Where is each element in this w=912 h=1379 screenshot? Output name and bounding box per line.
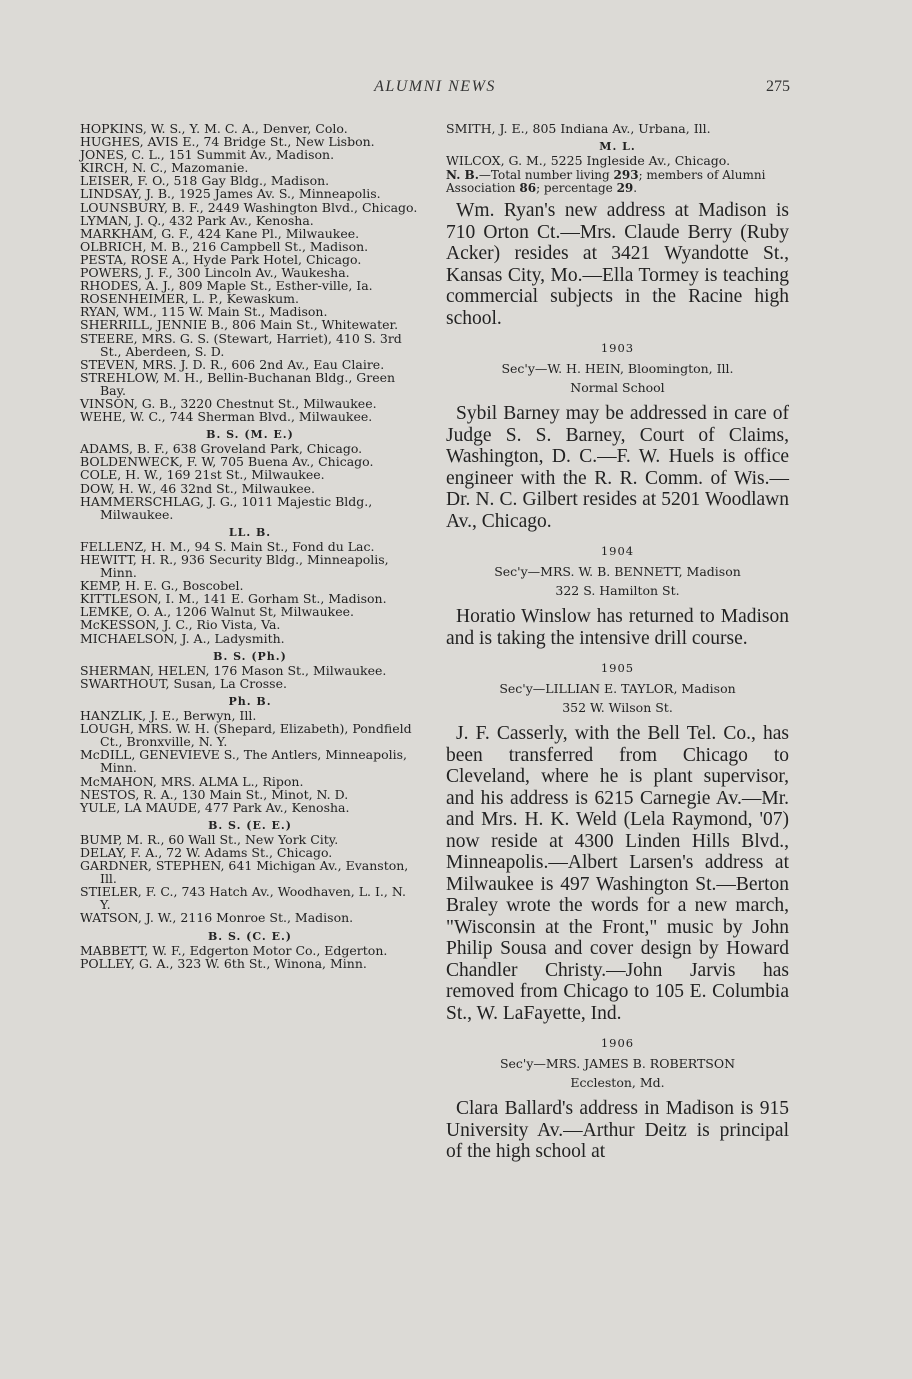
- note-text-1: —Total number living: [478, 168, 614, 183]
- alumni-entry: ROSENHEIMER, L. P., Kewaskum.: [80, 291, 299, 307]
- alumni-entry: HAMMERSCHLAG, J. G., 1011 Majestic Bldg., Milwaukee.: [80, 493, 373, 522]
- note-text-4: .: [633, 180, 638, 195]
- note-text-3: ; percentage: [536, 180, 617, 195]
- alumni-entry: MABBETT, W. F., Edgerton Motor Co., Edgerton.: [80, 942, 388, 958]
- alumni-entry: LEMKE, O. A., 1206 Walnut St, Milwaukee.: [80, 604, 355, 620]
- news-paragraph-1906: Clara Ballard's address in Madison is 915 University Av.—Arthur Deitz is principal of the high school at: [446, 1098, 789, 1163]
- living-count: 293: [613, 168, 639, 183]
- alumni-entry: MARKHAM, G. F., 424 Kane Pl., Milwaukee.: [80, 225, 360, 241]
- alumni-entry: STIELER, F. C., 743 Hatch Av., Woodhaven, L. I., N. Y.: [80, 884, 406, 913]
- class-year-1905: 1905: [600, 661, 635, 676]
- class-statistics-note: [446, 169, 789, 194]
- news-paragraph-ryan: Wm. Ryan's new address at Madison is 710 Orton Ct.—Mrs. Claude Berry (Ruby Acker) resides at 3421 Wyandotte St., Kansas City, Mo.—Ella Tormey is teaching commercial subjects in the Racine high school.: [446, 200, 789, 329]
- alumni-entry: DOW, H. W., 46 32nd St., Milwaukee.: [80, 480, 315, 496]
- note-label: N. B.: [446, 168, 479, 183]
- alumni-entry: PESTA, ROSE A., Hyde Park Hotel, Chicago.: [80, 251, 362, 267]
- class-news-column: [446, 122, 789, 1163]
- secretary-1905: Sec'y—LILLIAN E. TAYLOR, Madison: [499, 681, 736, 697]
- alumni-entry: LEISER, F. O., 518 Gay Bldg., Madison.: [80, 173, 330, 189]
- alumni-entry: MICHAELSON, J. A., Ladysmith.: [80, 630, 285, 646]
- alumni-entry: ADAMS, B. F., 638 Groveland Park, Chicago.: [80, 441, 363, 457]
- page-number: 275: [766, 78, 790, 95]
- alumni-directory-column: [80, 122, 420, 970]
- alumni-entry: KIRCH, N. C., Mazomanie.: [80, 160, 249, 176]
- alumni-entry: RYAN, WM., 115 W. Main St., Madison.: [80, 304, 328, 320]
- news-paragraph-1904: Horatio Winslow has returned to Madison and is taking the intensive drill course.: [446, 606, 789, 649]
- class-year-1903: 1903: [600, 341, 635, 356]
- alumni-entry: JONES, C. L., 151 Summit Av., Madison.: [80, 147, 335, 163]
- alumni-entry: NESTOS, R. A., 130 Main St., Minot, N. D.: [80, 786, 349, 802]
- alumni-entry: SMITH, J. E., 805 Indiana Av., Urbana, Ill.: [446, 121, 711, 136]
- degree-heading: B. S. (Ph.): [213, 649, 287, 663]
- alumni-entry: VINSON, G. B., 3220 Chestnut St., Milwaukee.: [80, 395, 377, 411]
- alumni-entry: YULE, LA MAUDE, 477 Park Av., Kenosha.: [80, 799, 350, 815]
- alumni-entry: STREHLOW, M. H., Bellin-Buchanan Bldg., Green Bay.: [80, 369, 396, 398]
- degree-heading: B. S. (M. E.): [206, 428, 294, 442]
- news-paragraph-1905: J. F. Casserly, with the Bell Tel. Co., has been transferred from Chicago to Cleveland, where he is plant supervisor, and his address is 6215 Carnegie Av.—Mr. and Mrs. H. K. Weld (Lela Raymond, '07) now reside at 4300 Linden Hills Blvd., Minneapolis.—Albert Larsen's address at Milwaukee is 497 Washington St.—Berton Braley wrote the words for a new march, "Wisconsin at the Front," music by John Philip Sousa and cover design by Howard Chandler Christy.—John Jarvis has removed from Chicago to 105 E. Columbia St., W. LaFayette, Ind.: [446, 723, 789, 1024]
- alumni-entry: WEHE, W. C., 744 Sherman Blvd., Milwaukee.: [80, 409, 373, 425]
- degree-heading: B. S. (E. E.): [208, 818, 292, 832]
- alumni-entry: BUMP, M. R., 60 Wall St., New York City.: [80, 831, 339, 847]
- alumni-entry: KITTLESON, I. M., 141 E. Gorham St., Madison.: [80, 591, 387, 607]
- degree-heading: B. S. (C. E.): [207, 929, 292, 943]
- alumni-entry: FELLENZ, H. M., 94 S. Main St., Fond du Lac.: [80, 538, 375, 554]
- running-header: [80, 78, 790, 100]
- members-count: 86: [519, 180, 537, 195]
- alumni-entry: McDILL, GENEVIEVE S., The Antlers, Minneapolis, Minn.: [80, 747, 407, 776]
- alumni-entry: RHODES, A. J., 809 Maple St., Esther-ville, Ia.: [80, 278, 373, 294]
- secretary-1904-address: 322 S. Hamilton St.: [555, 583, 680, 599]
- percentage-value: 29: [616, 180, 634, 195]
- alumni-entry: KEMP, H. E. G., Boscobel.: [80, 578, 244, 594]
- alumni-entry: POLLEY, G. A., 323 W. 6th St., Winona, Minn.: [80, 955, 367, 971]
- note-text-2: ; members of Alumni Association: [446, 168, 766, 195]
- alumni-entry: SHERMAN, HELEN, 176 Mason St., Milwaukee.: [80, 662, 387, 678]
- secretary-1903: Sec'y—W. H. HEIN, Bloomington, Ill.: [501, 361, 734, 377]
- alumni-entry: COLE, H. W., 169 21st St., Milwaukee.: [80, 467, 325, 483]
- class-year-1906: 1906: [600, 1036, 635, 1051]
- alumni-entry: GARDNER, STEPHEN, 641 Michigan Av., Evanston, Ill.: [80, 858, 409, 887]
- alumni-entry: LINDSAY, J. B., 1925 James Av. S., Minneapolis.: [80, 186, 381, 202]
- alumni-entry: WILCOX, G. M., 5225 Ingleside Av., Chicago.: [446, 153, 731, 169]
- secretary-1904: Sec'y—MRS. W. B. BENNETT, Madison: [494, 564, 741, 580]
- alumni-entry: LYMAN, J. Q., 432 Park Av., Kenosha.: [80, 212, 314, 228]
- alumni-entry: SHERRILL, JENNIE B., 806 Main St., Whitewater.: [80, 317, 399, 333]
- alumni-entry: McKESSON, J. C., Rio Vista, Va.: [80, 617, 281, 633]
- degree-heading: M. L.: [599, 140, 636, 154]
- alumni-entry: LOUNSBURY, B. F., 2449 Washington Blvd., Chicago.: [80, 199, 418, 215]
- alumni-entry: LOUGH, MRS. W. H. (Shepard, Elizabeth), Pondfield Ct., Bronxville, N. Y.: [80, 721, 412, 750]
- class-year-1904: 1904: [600, 544, 635, 559]
- alumni-entry: McMAHON, MRS. ALMA L., Ripon.: [80, 773, 304, 789]
- alumni-entry: HUGHES, AVIS E., 74 Bridge St., New Lisbon.: [80, 134, 375, 150]
- secretary-1906-address: Eccleston, Md.: [570, 1075, 665, 1091]
- secretary-1903-address: Normal School: [570, 380, 665, 396]
- directory-continuation: [446, 122, 789, 167]
- alumni-entry: HANZLIK, J. E., Berwyn, Ill.: [80, 708, 257, 724]
- alumni-entry: SWARTHOUT, Susan, La Crosse.: [80, 675, 287, 691]
- journal-title: ALUMNI NEWS: [374, 78, 496, 95]
- alumni-entry: STEVEN, MRS. J. D. R., 606 2nd Av., Eau Claire.: [80, 356, 385, 372]
- alumni-entry: HEWITT, H. R., 936 Security Bldg., Minneapolis, Minn.: [80, 552, 389, 581]
- alumni-entry: STEERE, MRS. G. S. (Stewart, Harriet), 410 S. 3rd St., Aberdeen, S. D.: [80, 330, 402, 359]
- degree-heading: LL. B.: [228, 525, 272, 539]
- degree-heading: Ph. B.: [228, 694, 272, 708]
- alumni-entry: OLBRICH, M. B., 216 Campbell St., Madison.: [80, 238, 369, 254]
- alumni-entry: DELAY, F. A., 72 W. Adams St., Chicago.: [80, 844, 333, 860]
- news-paragraph-1903: Sybil Barney may be addressed in care of Judge S. S. Barney, Court of Claims, Washington, D. C.—F. W. Huels is office engineer with the R. R. Comm. of Wis.—Dr. N. C. Gilbert resides at 5201 Woodlawn Av., Chicago.: [446, 403, 789, 532]
- secretary-1905-address: 352 W. Wilson St.: [562, 700, 673, 716]
- alumni-entry: HOPKINS, W. S., Y. M. C. A., Denver, Colo.: [80, 121, 348, 136]
- secretary-1906: Sec'y—MRS. JAMES B. ROBERTSON: [499, 1056, 736, 1072]
- alumni-entry: BOLDENWECK, F. W, 705 Buena Av., Chicago.: [80, 454, 374, 470]
- alumni-entry: WATSON, J. W., 2116 Monroe St., Madison.: [80, 910, 354, 926]
- alumni-entry: POWERS, J. F., 300 Lincoln Av., Waukesha.: [80, 265, 350, 281]
